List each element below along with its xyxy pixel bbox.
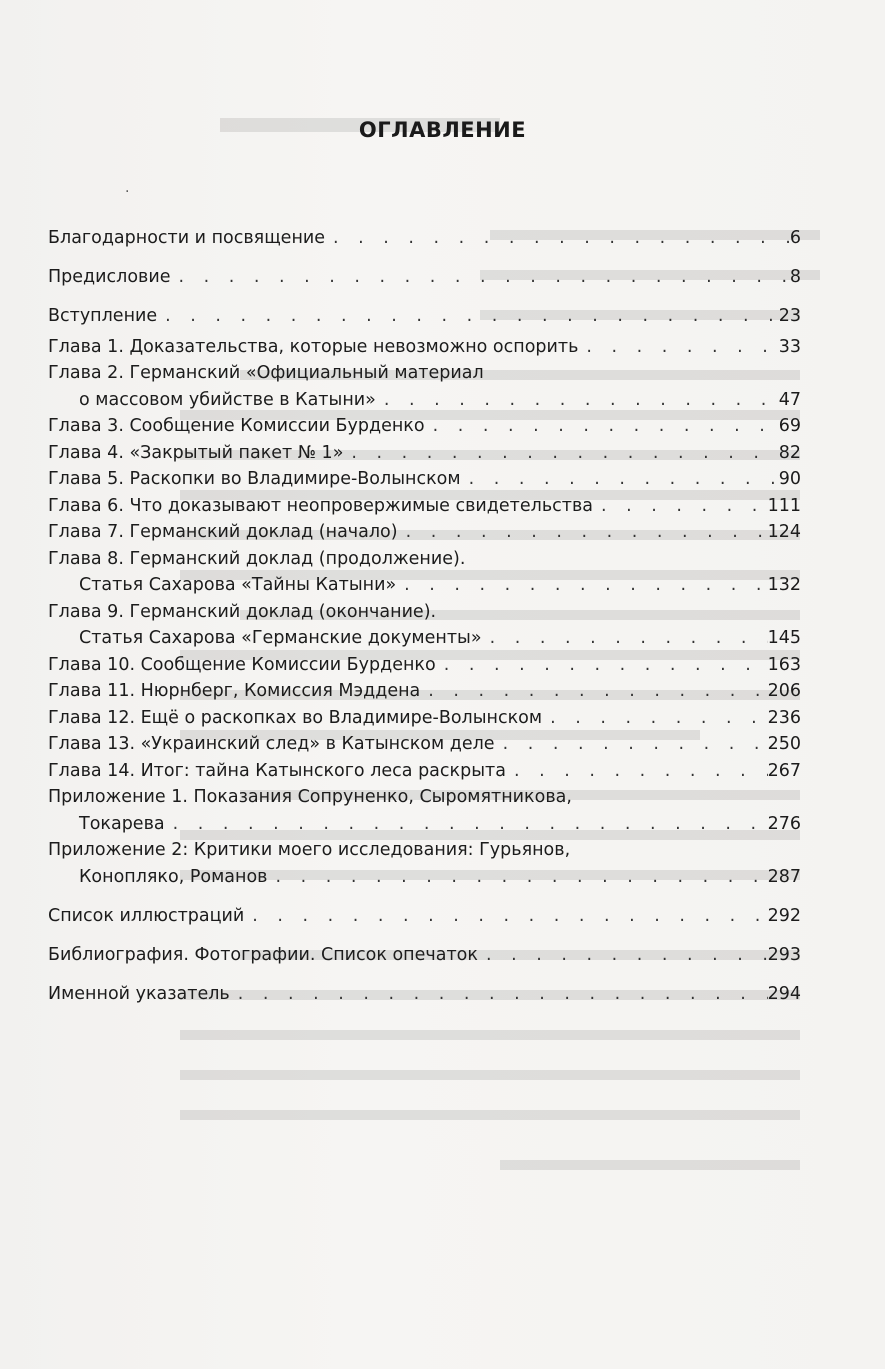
toc-entry-line (48, 705, 801, 732)
dot-leader (267, 864, 767, 891)
toc-page-number: 23 (778, 306, 801, 326)
toc-entry[interactable] (48, 758, 801, 785)
table-of-contents (48, 225, 801, 1007)
toc-entry[interactable] (48, 264, 801, 291)
dot-leader (325, 225, 790, 252)
toc-page-number: 33 (778, 336, 801, 357)
toc-page-number: 292 (767, 905, 801, 926)
dot-leader (425, 413, 779, 440)
toc-page-number: 276 (767, 813, 801, 834)
toc-entry-line (48, 387, 801, 414)
toc-entry-line (48, 440, 801, 467)
toc-entry-title: Глава 2. Германский «Официальный материал (48, 363, 484, 383)
dot-leader (482, 625, 768, 652)
toc-entry[interactable] (48, 303, 801, 330)
dot-leader (578, 334, 778, 361)
toc-entry-title: Библиография. Фотографии. Список опечаток (48, 944, 478, 965)
toc-entry[interactable] (48, 678, 801, 705)
toc-entry[interactable] (48, 784, 801, 837)
toc-page-number: 8 (789, 267, 801, 287)
toc-entry[interactable] (48, 942, 801, 969)
toc-entry-title: Приложение 2: Критики моего исследования: Гурьянов, (48, 840, 571, 860)
toc-page-number: 124 (767, 522, 801, 542)
toc-entry-title: Глава 6. Что доказывают неопровержимые свидетельства (48, 495, 593, 516)
dot-leader (343, 440, 778, 467)
toc-entry[interactable] (48, 519, 801, 546)
toc-entry-line (48, 360, 801, 387)
toc-entry[interactable] (48, 493, 801, 520)
print-mark: · (125, 184, 130, 200)
toc-entry-line (48, 758, 801, 785)
toc-entry-title: Глава 13. «Украинский след» в Катынском деле (48, 734, 495, 754)
dot-leader (376, 387, 779, 414)
toc-page-number: 163 (767, 654, 801, 675)
toc-entry[interactable] (48, 705, 801, 732)
toc-entry-line (48, 731, 801, 758)
toc-entry[interactable] (48, 981, 801, 1008)
dot-leader (244, 903, 767, 930)
toc-entry-line (48, 903, 801, 930)
toc-entry-title: Именной указатель (48, 983, 230, 1004)
toc-entry[interactable] (48, 837, 801, 890)
toc-entry-title: Глава 9. Германский доклад (окончание). (48, 601, 437, 622)
toc-page-number: 267 (767, 760, 801, 781)
toc-entry-line (48, 942, 801, 969)
toc-entry-title: Глава 1. Доказательства, которые невозможно оспорить (48, 336, 579, 357)
dot-leader (420, 678, 767, 705)
dot-leader (495, 731, 768, 758)
toc-page-number: 69 (778, 416, 801, 436)
toc-entry-title: Приложение 1. Показания Сопруненко, Сыромятникова, (48, 787, 572, 807)
toc-entry-line (48, 225, 801, 252)
dot-leader (436, 652, 768, 679)
toc-entry-title: Глава 7. Германский доклад (начало) (48, 522, 398, 542)
toc-entry[interactable] (48, 413, 801, 440)
toc-page-number: 250 (767, 734, 801, 754)
dot-leader (398, 519, 768, 546)
toc-entry-line (48, 678, 801, 705)
toc-entry-title: Конопляко, Романов (79, 866, 268, 887)
toc-entry-line (48, 625, 801, 652)
toc-entry-line (48, 519, 801, 546)
toc-entry-line (48, 264, 801, 291)
toc-entry-line (48, 493, 801, 520)
toc-entry-title: Токарева (79, 813, 165, 834)
toc-page-number: 6 (789, 228, 801, 248)
toc-entry-line (48, 784, 801, 811)
page-title: ОГЛАВЛЕНИЕ (358, 118, 527, 142)
dot-leader (542, 705, 768, 732)
toc-entry-line (48, 572, 801, 599)
toc-entry-line (48, 652, 801, 679)
dot-leader (230, 981, 768, 1008)
toc-entry[interactable] (48, 466, 801, 493)
toc-entry[interactable] (48, 731, 801, 758)
dot-leader (165, 811, 768, 838)
toc-entry-title: Вступление (48, 306, 158, 326)
toc-entry-title: Глава 3. Сообщение Комиссии Бурденко (48, 416, 425, 436)
toc-page-number: 82 (778, 442, 801, 463)
toc-page-number: 47 (778, 389, 801, 410)
toc-entry-title: Глава 8. Германский доклад (продолжение). (48, 548, 466, 569)
toc-entry[interactable] (48, 440, 801, 467)
toc-entry-title: Глава 5. Раскопки во Владимире-Волынском (48, 469, 461, 489)
dot-leader (461, 466, 779, 493)
toc-page-number: 287 (767, 866, 801, 887)
toc-entry-title: Список иллюстраций (48, 905, 245, 926)
toc-entry[interactable] (48, 360, 801, 413)
dot-leader (478, 942, 768, 969)
toc-page-number: 132 (767, 575, 801, 595)
dot-leader (157, 303, 779, 330)
dot-leader (593, 493, 768, 520)
toc-entry-title: Глава 4. «Закрытый пакет № 1» (48, 442, 344, 463)
toc-entry-line (48, 334, 801, 361)
toc-page-number: 145 (767, 628, 801, 648)
toc-entry[interactable] (48, 903, 801, 930)
dot-leader (396, 572, 767, 599)
toc-page-number: 236 (767, 707, 801, 728)
toc-entry-title: о массовом убийстве в Катыни» (79, 389, 376, 410)
toc-page-number: 206 (767, 681, 801, 701)
toc-entry-title: Глава 10. Сообщение Комиссии Бурденко (48, 654, 436, 675)
toc-entry-line (48, 811, 801, 838)
toc-entry[interactable] (48, 652, 801, 679)
toc-entry-title: Благодарности и посвящение (48, 228, 326, 248)
toc-page-number: 293 (767, 944, 801, 965)
toc-entry[interactable] (48, 225, 801, 252)
toc-entry[interactable] (48, 334, 801, 361)
toc-entry-line (48, 599, 801, 626)
toc-page-number: 90 (778, 469, 801, 489)
toc-entry-line (48, 413, 801, 440)
toc-entry[interactable] (48, 546, 801, 599)
toc-entry-line (48, 466, 801, 493)
toc-entry-line (48, 981, 801, 1008)
toc-entry-title: Глава 11. Нюрнберг, Комиссия Мэддена (48, 681, 421, 701)
toc-entry-title: Глава 14. Итог: тайна Катынского леса раскрыта (48, 760, 506, 781)
toc-entry-line (48, 303, 801, 330)
dot-leader (170, 264, 789, 291)
toc-entry-title: Глава 12. Ещё о раскопках во Владимире-Волынском (48, 707, 543, 728)
toc-entry-line (48, 837, 801, 864)
toc-entry-title: Статья Сахарова «Германские документы» (79, 628, 482, 648)
toc-page-number: 111 (767, 495, 801, 516)
toc-entry[interactable] (48, 599, 801, 652)
toc-entry-title: Предисловие (48, 267, 171, 287)
toc-page-number: 294 (767, 983, 801, 1004)
toc-entry-line (48, 864, 801, 891)
dot-leader (506, 758, 768, 785)
toc-entry-line (48, 546, 801, 573)
toc-entry-title: Статья Сахарова «Тайны Катыни» (79, 575, 397, 595)
